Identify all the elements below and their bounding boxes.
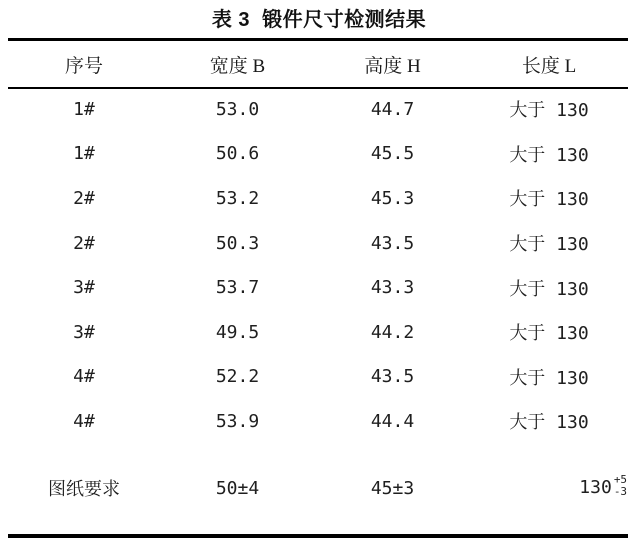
header-cell-height: 高度 H — [364, 55, 421, 77]
tolerance-stack — [614, 474, 627, 498]
cell-serial: 4# — [73, 366, 95, 388]
table-row — [8, 310, 628, 355]
requirement-label: 图纸要求 — [48, 479, 120, 500]
cell-length: 大于 130 — [509, 144, 589, 166]
cell-width: 52.2 — [215, 366, 260, 388]
cell-width: 53.7 — [215, 277, 260, 299]
tolerance-base: 130 — [579, 477, 612, 499]
table-row — [8, 221, 628, 266]
cell-length: 大于 130 — [509, 278, 589, 300]
table-row — [8, 355, 628, 400]
cell-serial: 4# — [73, 410, 95, 432]
cell-height: 43.5 — [370, 232, 415, 254]
cell-length: 大于 130 — [509, 234, 589, 256]
cell-height: 44.2 — [370, 321, 415, 343]
cell-serial: 2# — [73, 232, 95, 254]
table-row — [8, 132, 628, 177]
cell-width: 53.2 — [215, 187, 260, 209]
table-row — [8, 265, 628, 310]
tolerance-upper: +5 — [613, 473, 628, 487]
cell-width: 53.9 — [215, 410, 260, 432]
requirement-height: 45±3 — [370, 477, 415, 499]
header-row — [8, 41, 628, 87]
tolerance-lower: -3 — [613, 485, 628, 499]
cell-serial: 1# — [73, 143, 95, 165]
header-cell-length: 长度 L — [521, 55, 577, 77]
cell-height: 44.4 — [370, 410, 415, 432]
measurement-table — [8, 41, 628, 533]
bottom-rule — [8, 534, 628, 538]
cell-width: 50.3 — [215, 232, 260, 254]
cell-height: 44.7 — [370, 98, 415, 120]
cell-serial: 2# — [73, 187, 95, 209]
header-cell-serial: 序号 — [64, 55, 103, 77]
cell-width: 53.0 — [215, 98, 260, 120]
table-row — [8, 176, 628, 221]
cell-length: 大于 130 — [509, 189, 589, 211]
table-title: 表 3 锻件尺寸检测结果 — [211, 9, 427, 31]
header-cell-width: 宽度 B — [209, 55, 266, 77]
requirement-row — [8, 444, 628, 533]
cell-height: 45.5 — [370, 143, 415, 165]
cell-serial: 3# — [73, 277, 95, 299]
cell-height: 43.5 — [370, 366, 415, 388]
cell-length: 大于 130 — [509, 100, 589, 122]
cell-height: 43.3 — [370, 277, 415, 299]
cell-width: 50.6 — [215, 143, 260, 165]
cell-height: 45.3 — [370, 187, 415, 209]
table-row — [8, 87, 628, 132]
requirement-width: 50±4 — [215, 477, 260, 499]
table-row — [8, 399, 628, 444]
cell-serial: 1# — [73, 98, 95, 120]
cell-length: 大于 130 — [509, 412, 589, 434]
cell-serial: 3# — [73, 321, 95, 343]
cell-length: 大于 130 — [509, 323, 589, 345]
requirement-length — [470, 444, 628, 533]
cell-length: 大于 130 — [509, 367, 589, 389]
cell-width: 49.5 — [215, 321, 260, 343]
